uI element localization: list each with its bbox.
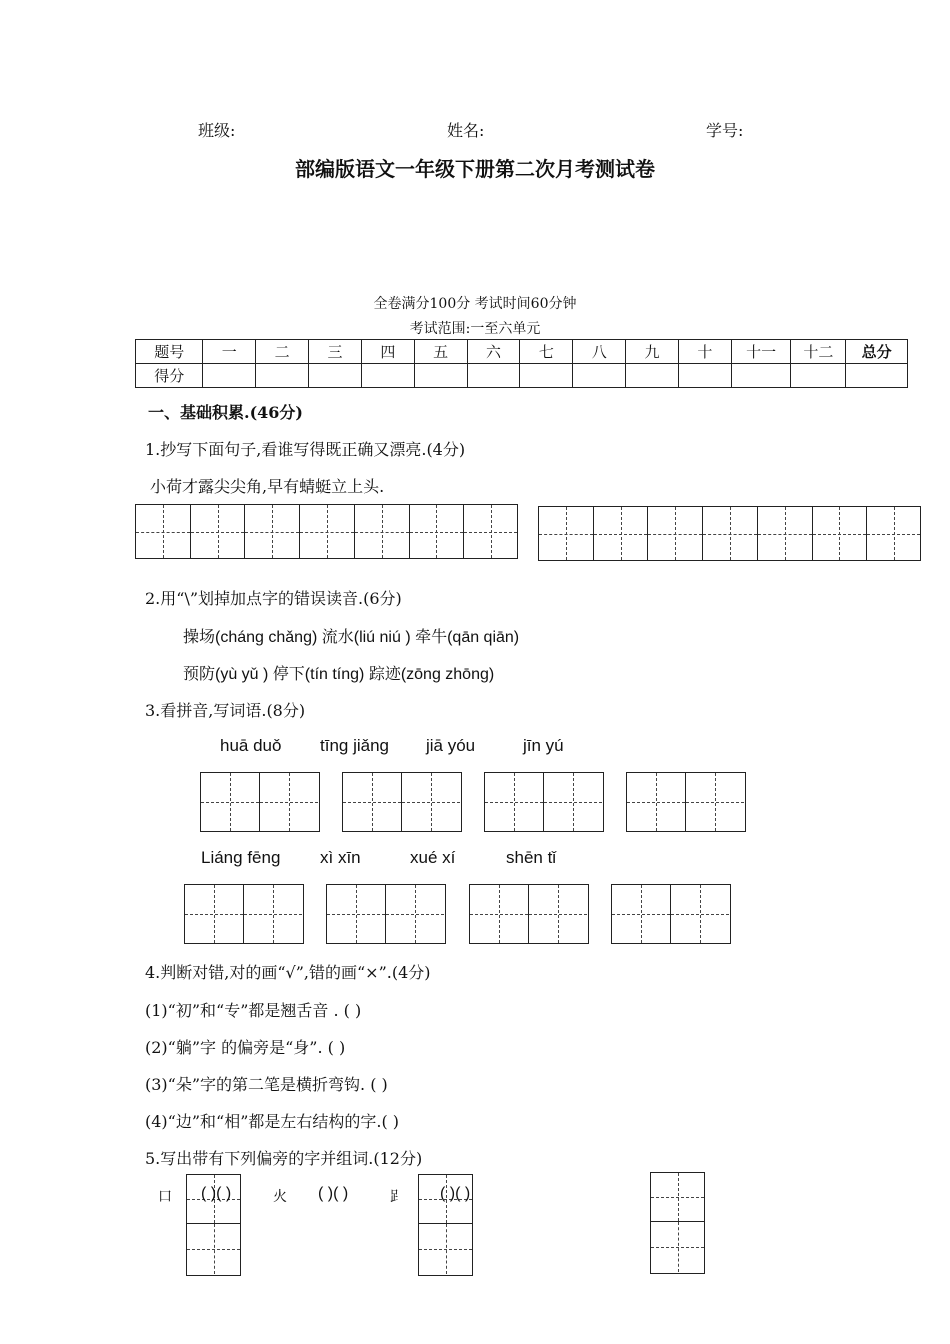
pinyin-label: Liáng fēng <box>201 848 281 867</box>
score-row-label: 得分 <box>136 364 203 388</box>
pinyin-label: jīn yú <box>523 736 564 755</box>
radical-blanks: ( )( ) <box>318 1185 349 1202</box>
score-header-cell: 二 <box>256 340 309 364</box>
word-grid[interactable] <box>611 884 731 944</box>
score-header-cell: 总分 <box>846 340 908 364</box>
score-header-cell: 七 <box>520 340 573 364</box>
score-cell[interactable] <box>520 364 573 388</box>
exam-info-line1: 全卷满分100分 考试时间60分钟 <box>373 296 577 312</box>
judgement-item: (2)“躺”字 的偏旁是“身”. ( ) <box>145 1038 346 1057</box>
question-3-title: 3.看拼音,写词语.(8分) <box>145 701 306 720</box>
radical-label: 口 <box>158 1189 172 1205</box>
score-cell[interactable] <box>203 364 256 388</box>
score-header-cell: 八 <box>573 340 626 364</box>
pinyin-label: xué xí <box>410 848 456 867</box>
radical-blanks: ( )( ) <box>440 1185 471 1202</box>
score-cell[interactable] <box>414 364 467 388</box>
score-header-cell: 五 <box>414 340 467 364</box>
score-table-header-row <box>136 340 908 364</box>
pinyin-label: tīng jiǎng <box>320 736 389 755</box>
score-cell[interactable] <box>573 364 626 388</box>
judgement-item: (1)“初”和“专”都是翘舌音 . ( ) <box>145 1001 362 1020</box>
question-2-title: 2.用“\”划掉加点字的错误读音.(6分) <box>145 589 402 608</box>
score-header-cell: 十二 <box>791 340 846 364</box>
word-grid[interactable] <box>184 884 304 944</box>
radical-label: 𧾷 <box>390 1189 404 1205</box>
question-2-line-2: 预防(yù yǔ ) 停下(tín tíng) 踪迹(zōng zhōng) <box>183 666 495 683</box>
judgement-item: (3)“朵”字的第二笔是横折弯钩. ( ) <box>145 1075 388 1094</box>
score-header-cell: 六 <box>467 340 520 364</box>
pinyin-label: jiā yóu <box>426 736 476 755</box>
score-header-cell: 九 <box>626 340 679 364</box>
score-header-cell: 十 <box>678 340 731 364</box>
pinyin-label: huā duǒ <box>220 736 282 755</box>
score-table-score-row <box>136 364 908 388</box>
character-grid[interactable] <box>650 1172 705 1274</box>
student-id-label: 学号: <box>706 121 744 140</box>
writing-grid[interactable] <box>135 504 518 559</box>
word-grid[interactable] <box>484 772 604 832</box>
question-2-line-1: 操场(cháng chǎng) 流水(liú niú ) 牵牛(qān qiān) <box>183 629 520 646</box>
score-header-cell: 题号 <box>136 340 203 364</box>
word-grid[interactable] <box>626 772 746 832</box>
radical-blanks: ( )( ) <box>201 1185 232 1202</box>
score-header-cell: 三 <box>309 340 362 364</box>
question-1-title: 1.抄写下面句子,看谁写得既正确又漂亮.(4分) <box>145 440 466 459</box>
word-grid[interactable] <box>342 772 462 832</box>
radical-label: 火 <box>273 1189 287 1205</box>
question-4-title: 4.判断对错,对的画“√”,错的画“×”.(4分) <box>145 963 431 982</box>
pinyin-label: xì xīn <box>320 848 361 867</box>
score-header-cell: 四 <box>361 340 414 364</box>
score-cell[interactable] <box>309 364 362 388</box>
word-grid[interactable] <box>469 884 589 944</box>
question-5-title: 5.写出带有下列偏旁的字并组词.(12分) <box>145 1149 423 1168</box>
word-grid[interactable] <box>326 884 446 944</box>
score-cell[interactable] <box>846 364 908 388</box>
score-cell[interactable] <box>731 364 791 388</box>
word-grid[interactable] <box>200 772 320 832</box>
score-cell[interactable] <box>791 364 846 388</box>
score-cell[interactable] <box>626 364 679 388</box>
score-cell[interactable] <box>256 364 309 388</box>
exam-info-line2: 考试范围:一至六单元 <box>409 321 541 337</box>
writing-grid[interactable] <box>538 506 921 561</box>
name-label: 姓名: <box>447 121 485 140</box>
score-cell[interactable] <box>361 364 414 388</box>
section-heading: 一、基础积累.(46分) <box>148 403 303 422</box>
score-header-cell: 一 <box>203 340 256 364</box>
question-1-sentence: 小荷才露尖尖角,早有蜻蜓立上头. <box>150 477 385 496</box>
judgement-item: (4)“边”和“相”都是左右结构的字.( ) <box>145 1112 400 1131</box>
score-table <box>135 339 908 388</box>
pinyin-label: shēn tǐ <box>506 848 557 867</box>
score-cell[interactable] <box>467 364 520 388</box>
score-cell[interactable] <box>678 364 731 388</box>
class-label: 班级: <box>198 121 236 140</box>
score-header-cell: 十一 <box>731 340 791 364</box>
page-title: 部编版语文一年级下册第二次月考测试卷 <box>295 157 655 181</box>
